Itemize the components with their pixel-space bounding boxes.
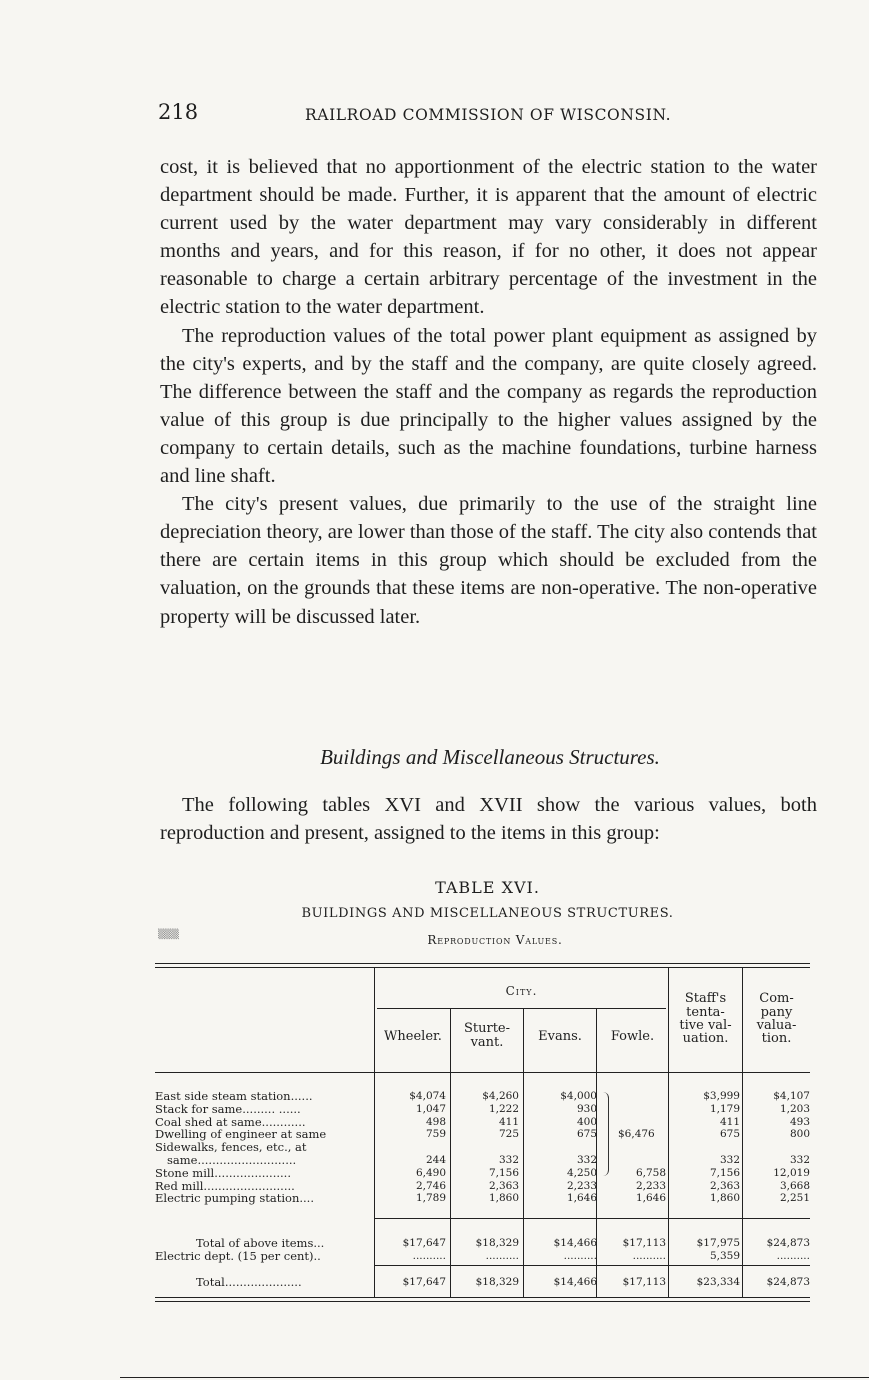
cell-staff: 1,860	[709, 1192, 740, 1205]
cell-staff: $3,999	[703, 1090, 740, 1102]
cell-wheeler: 759	[425, 1128, 446, 1141]
cell-wheeler: 2,746	[415, 1179, 446, 1192]
cell-wheeler: $17,647	[402, 1275, 446, 1288]
cell-evans: 930	[576, 1102, 597, 1115]
paragraph: The reproduction values of the total power plant equipment as assigned by the city's experts, and by the staff and the company, are quite closely agreed. The difference between the staff and the company as regards the reproduction value of this group is due principally to the higher values assigned by the company to certain details, such as the machine foundations, turbine harness and line shaft.	[160, 324, 817, 488]
table-top-rule-2	[155, 967, 810, 968]
row-label: Dwelling of engineer at same	[155, 1127, 327, 1142]
fowle-merged-value: $6,476	[618, 1128, 655, 1140]
row-label: Stack for same......... ......	[155, 1101, 301, 1116]
header-bottom-rule	[155, 1072, 810, 1073]
cell-company: 800	[789, 1128, 810, 1141]
cell-staff: 7,156	[709, 1166, 740, 1179]
cell-sturtevant: 7,156	[488, 1166, 519, 1179]
row-label: Red mill.........................	[155, 1178, 295, 1193]
table-row	[155, 1154, 810, 1167]
cell-company: 1,203	[779, 1102, 810, 1115]
cell-staff: $23,334	[696, 1275, 740, 1288]
cell-sturtevant: 411	[498, 1115, 519, 1128]
cell-evans: $4,000	[560, 1090, 597, 1102]
body-text	[160, 153, 817, 631]
running-head: RAILROAD COMMISSION OF WISCONSIN.	[305, 106, 672, 124]
cell-evans: 400	[576, 1115, 597, 1128]
cell-wheeler: 6,490	[415, 1166, 446, 1179]
header-sturtevant-2: vant.	[470, 1035, 504, 1050]
cell-staff: 2,363	[709, 1179, 740, 1192]
cell-staff: 5,359	[709, 1249, 740, 1262]
table-subtitle: BUILDINGS AND MISCELLANEOUS STRUCTURES.	[301, 906, 674, 921]
cell-sturtevant: 725	[498, 1128, 519, 1141]
header-city: City.	[505, 984, 538, 998]
row-label: Total of above items...	[196, 1236, 325, 1251]
paragraph: cost, it is believed that no apportionment of the electric station to the water department should be made. Further, it is apparent that the amount of electric current used by the water department may vary considerably in different months and years, and for this reason, if for no other, it does not appear reasonable to charge a certain arbitrary percentage of the investment in the electric station to the water department.	[160, 156, 817, 319]
intro-paragraph: The following tables XVI and XVII show the various values, both reproduction and present, assigned to the items in this group:	[160, 794, 817, 845]
cell-fowle: 1,646	[635, 1192, 666, 1205]
cell-evans: 332	[576, 1153, 597, 1166]
cell-sturtevant: 1,860	[488, 1192, 519, 1205]
paragraph: The city's present values, due primarily to the use of the straight line depreciation theory, are lower than those of the staff. The city also contends that there are certain items in this group which should be excluded from the valuation, on the grounds that these items are non-operative. The non-operative property will be discussed later.	[160, 493, 817, 628]
table-bottom-rule-2	[155, 1301, 810, 1302]
header-staff-1: Staff's	[684, 991, 727, 1006]
library-stamp-mark: ▒▒▒	[158, 930, 179, 940]
cell-evans: $14,466	[553, 1237, 597, 1250]
cell-fowle: 2,233	[635, 1179, 666, 1192]
row-label: Coal shed at same............	[155, 1114, 306, 1129]
cell-wheeler: 1,789	[415, 1192, 446, 1205]
row-label: Sidewalks, fences, etc., at	[155, 1140, 307, 1155]
cell-evans: 1,646	[566, 1192, 597, 1205]
table-subsubtitle: Reproduction Values.	[427, 933, 563, 947]
cell-evans: 675	[576, 1128, 597, 1141]
cell-fowle: ..........	[632, 1249, 666, 1262]
table-row	[155, 1276, 810, 1289]
cell-wheeler: 244	[425, 1153, 446, 1166]
cell-wheeler: 498	[425, 1115, 446, 1128]
cell-sturtevant: $18,329	[475, 1237, 519, 1250]
row-label: same...........................	[167, 1152, 297, 1167]
page-number: 218	[158, 100, 199, 124]
cell-staff: 675	[719, 1128, 740, 1141]
header-staff-3: tive val-	[679, 1018, 732, 1033]
table-row	[155, 1167, 810, 1180]
header-fowle: Fowle.	[610, 1029, 655, 1044]
header-sturtevant-1: Sturte-	[463, 1021, 511, 1036]
row-label: Electric pumping station....	[155, 1191, 314, 1206]
cell-fowle: $17,113	[622, 1275, 666, 1288]
row-label: Stone mill.....................	[155, 1165, 291, 1180]
table-title: TABLE XVI.	[435, 878, 540, 897]
cell-company: $24,873	[766, 1237, 810, 1250]
cell-sturtevant: $4,260	[482, 1090, 519, 1102]
cell-company: 2,251	[779, 1192, 810, 1205]
cell-sturtevant: 1,222	[488, 1102, 519, 1115]
table-body	[155, 1090, 810, 1289]
table-top-rule	[155, 963, 810, 964]
table-row	[155, 1090, 810, 1103]
cell-staff: 411	[719, 1115, 740, 1128]
cell-sturtevant: $18,329	[475, 1275, 519, 1288]
cell-wheeler: $4,074	[409, 1090, 446, 1102]
cell-evans: ..........	[563, 1249, 597, 1262]
cell-wheeler: 1,047	[415, 1102, 446, 1115]
header-company-4: tion.	[761, 1031, 792, 1046]
cell-staff: $17,975	[696, 1237, 740, 1250]
row-label: Total.....................	[196, 1274, 302, 1289]
page-bottom-rule	[120, 1377, 869, 1378]
header-company-3: valua-	[756, 1018, 797, 1033]
row-label: Electric dept. (15 per cent)..	[155, 1248, 321, 1263]
cell-staff: 332	[719, 1153, 740, 1166]
cell-sturtevant: 2,363	[488, 1179, 519, 1192]
header-wheeler: Wheeler.	[384, 1029, 442, 1044]
cell-company: $24,873	[766, 1275, 810, 1288]
header-evans: Evans.	[538, 1029, 582, 1044]
row-label: East side steam station......	[155, 1089, 313, 1103]
cell-evans: 4,250	[566, 1166, 597, 1179]
cell-company: 12,019	[773, 1166, 810, 1179]
section-title: Buildings and Miscellaneous Structures.	[320, 745, 660, 769]
header-staff-4: uation.	[682, 1031, 729, 1046]
table-row	[155, 1250, 810, 1263]
cell-wheeler: $17,647	[402, 1237, 446, 1250]
header-staff-2: tenta-	[686, 1005, 725, 1020]
cell-fowle: $17,113	[622, 1237, 666, 1250]
table-row	[155, 1103, 810, 1116]
cell-sturtevant: ..........	[485, 1249, 519, 1262]
cell-staff: 1,179	[709, 1102, 740, 1115]
table-row	[155, 1192, 810, 1205]
cell-company: 493	[789, 1115, 810, 1128]
cell-fowle: 6,758	[635, 1166, 666, 1179]
cell-company: 332	[789, 1153, 810, 1166]
cell-sturtevant: 332	[498, 1153, 519, 1166]
table-bottom-rule	[155, 1297, 810, 1298]
header-company-2: pany	[760, 1005, 793, 1020]
cell-wheeler: ..........	[412, 1249, 446, 1262]
cell-evans: $14,466	[553, 1275, 597, 1288]
header-company-1: Com-	[759, 991, 794, 1006]
cell-company: 3,668	[779, 1179, 810, 1192]
cell-company: ..........	[776, 1249, 810, 1262]
city-underline	[377, 1008, 666, 1009]
cell-company: $4,107	[773, 1090, 810, 1102]
cell-evans: 2,233	[566, 1179, 597, 1192]
